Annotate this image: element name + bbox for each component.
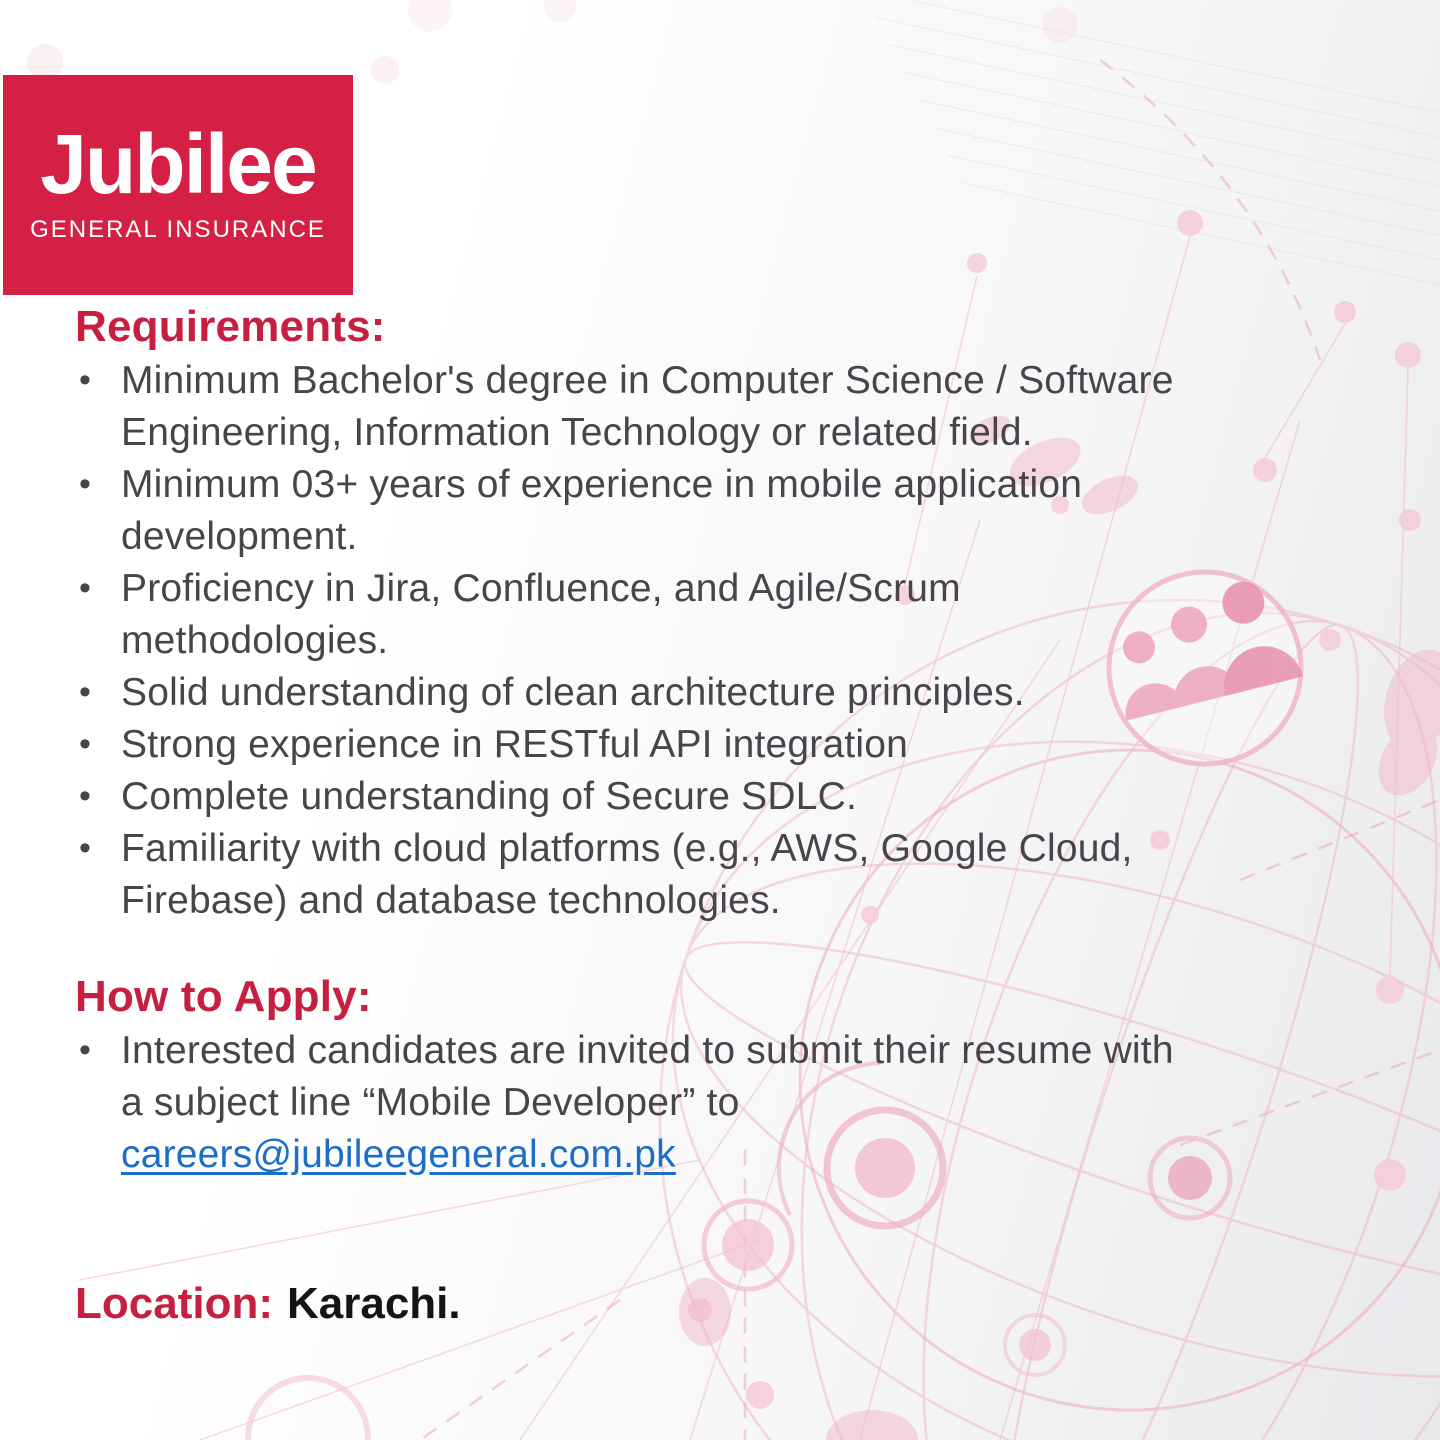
apply-instruction-item	[75, 1025, 1190, 1181]
requirement-item: • Solid understanding of clean architecture principles.	[75, 667, 1180, 719]
requirement-item: • Minimum 03+ years of experience in mobile application development.	[75, 459, 1180, 563]
requirement-item: • Strong experience in RESTful API integration	[75, 719, 1180, 771]
apply-instruction-text: Interested candidates are invited to submit their resume with a subject line “Mobile Developer” to	[121, 1029, 1174, 1124]
location-label: Location:	[75, 1279, 273, 1328]
requirement-item: • Proficiency in Jira, Confluence, and Agile/Scrum methodologies.	[75, 563, 1180, 667]
requirements-heading: Requirements:	[75, 302, 386, 351]
location-value: Karachi.	[286, 1279, 461, 1328]
requirement-item: • Minimum Bachelor's degree in Computer Science / Software Engineering, Information Technology or related field.	[75, 355, 1180, 459]
requirement-item: • Familiarity with cloud platforms (e.g., AWS, Google Cloud, Firebase) and database technologies.	[75, 823, 1180, 927]
brand-tagline: GENERAL INSURANCE	[30, 216, 326, 243]
requirement-item: • Complete understanding of Secure SDLC.	[75, 771, 1180, 823]
logo-block	[3, 75, 353, 295]
location-row	[75, 1278, 461, 1330]
requirements-section	[75, 301, 1180, 927]
requirements-list	[75, 355, 1180, 927]
how-to-apply-list	[75, 1025, 1190, 1181]
brand-wordmark: Jubilee	[40, 117, 316, 211]
how-to-apply-heading: How to Apply:	[75, 972, 372, 1021]
email-link[interactable]: careers@jubileegeneral.com.pk	[121, 1133, 676, 1176]
how-to-apply-section	[75, 971, 1190, 1181]
